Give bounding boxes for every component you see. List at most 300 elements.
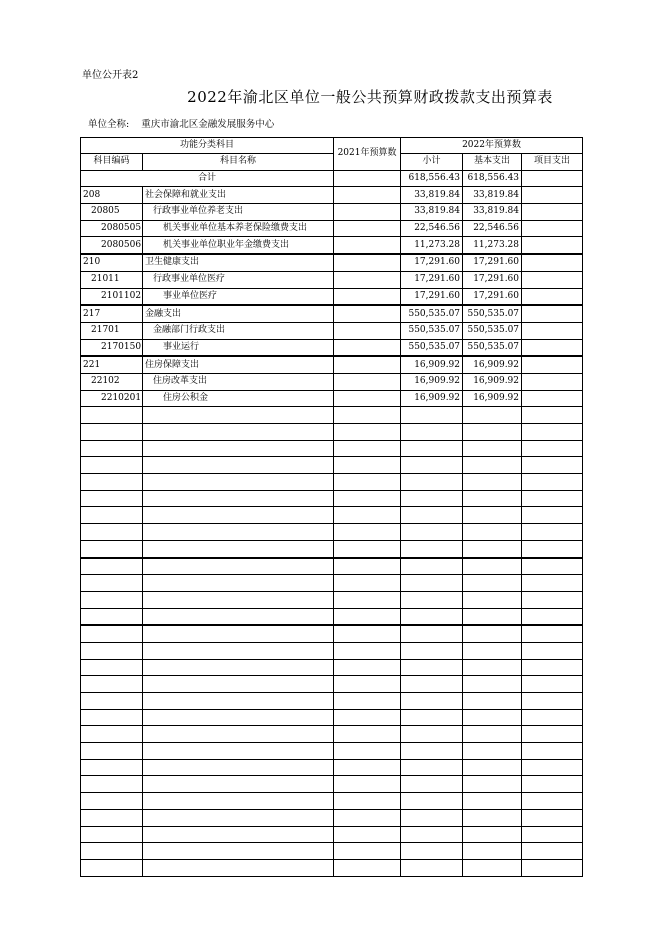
empty-cell: [463, 407, 522, 424]
row-prev: [334, 187, 401, 204]
empty-cell: [463, 591, 522, 608]
row-prev: [334, 356, 401, 373]
empty-cell: [143, 693, 334, 710]
empty-cell: [463, 659, 522, 676]
empty-cell: [81, 859, 143, 876]
empty-cell: [143, 776, 334, 793]
doc-label: 单位公开表2: [82, 70, 139, 81]
empty-cell: [401, 575, 463, 592]
empty-cell: [463, 826, 522, 843]
empty-cell: [522, 676, 583, 693]
row-subtotal: 550,535.07: [401, 322, 463, 339]
empty-cell: [81, 809, 143, 826]
empty-cell: [522, 843, 583, 860]
row-project: [522, 220, 583, 237]
table-row: [81, 204, 583, 221]
empty-cell: [463, 759, 522, 776]
row-prev: [334, 204, 401, 221]
total-label: 合计: [81, 170, 334, 187]
row-subtotal: 11,273.28: [401, 237, 463, 254]
row-basic: 550,535.07: [463, 339, 522, 356]
empty-cell: [522, 625, 583, 642]
empty-cell: [334, 759, 401, 776]
empty-cell: [463, 490, 522, 507]
empty-cell: [334, 424, 401, 441]
row-prev: [334, 271, 401, 288]
row-subtotal: 16,909.92: [401, 373, 463, 390]
empty-cell: [143, 558, 334, 575]
empty-row: [81, 457, 583, 474]
empty-cell: [401, 474, 463, 491]
empty-cell: [334, 591, 401, 608]
empty-cell: [334, 407, 401, 424]
row-subtotal: 550,535.07: [401, 339, 463, 356]
empty-row: [81, 759, 583, 776]
row-code: 2170150: [81, 339, 143, 356]
empty-cell: [463, 642, 522, 659]
row-prev: [334, 322, 401, 339]
empty-cell: [522, 558, 583, 575]
row-basic: 17,291.60: [463, 288, 522, 305]
empty-cell: [81, 659, 143, 676]
empty-cell: [522, 457, 583, 474]
empty-cell: [401, 759, 463, 776]
empty-row: [81, 591, 583, 608]
row-project: [522, 339, 583, 356]
empty-cell: [81, 490, 143, 507]
empty-cell: [522, 659, 583, 676]
empty-row: [81, 809, 583, 826]
row-prev: [334, 220, 401, 237]
empty-cell: [143, 793, 334, 810]
table-row: [81, 339, 583, 356]
empty-cell: [401, 524, 463, 541]
row-name: 机关事业单位职业年金缴费支出: [143, 237, 334, 254]
row-basic: 22,546.56: [463, 220, 522, 237]
table-row: [81, 322, 583, 339]
row-prev: [334, 288, 401, 305]
empty-cell: [522, 726, 583, 743]
basic-header: 基本支出: [463, 154, 522, 171]
table-row: [81, 288, 583, 305]
row-subtotal: 550,535.07: [401, 305, 463, 322]
row-basic: 550,535.07: [463, 305, 522, 322]
empty-cell: [143, 625, 334, 642]
empty-row: [81, 659, 583, 676]
empty-cell: [463, 524, 522, 541]
row-basic: 16,909.92: [463, 356, 522, 373]
empty-cell: [143, 642, 334, 659]
empty-cell: [463, 440, 522, 457]
empty-cell: [81, 726, 143, 743]
empty-cell: [143, 826, 334, 843]
empty-row: [81, 507, 583, 524]
empty-cell: [522, 608, 583, 625]
empty-cell: [143, 440, 334, 457]
row-code: 21011: [81, 271, 143, 288]
empty-cell: [463, 743, 522, 760]
row-name: 行政事业单位养老支出: [143, 204, 334, 221]
empty-cell: [143, 575, 334, 592]
empty-cell: [81, 575, 143, 592]
empty-cell: [334, 809, 401, 826]
empty-cell: [334, 440, 401, 457]
name-header: 科目名称: [143, 154, 334, 171]
empty-cell: [334, 776, 401, 793]
row-code: 221: [81, 356, 143, 373]
cur-year-header: 2022年预算数: [401, 138, 583, 154]
empty-cell: [401, 625, 463, 642]
empty-cell: [143, 709, 334, 726]
subtotal-header: 小计: [401, 154, 463, 171]
row-name: 事业单位医疗: [143, 288, 334, 305]
empty-cell: [463, 693, 522, 710]
empty-cell: [522, 859, 583, 876]
empty-cell: [463, 776, 522, 793]
empty-cell: [522, 642, 583, 659]
row-name: 事业运行: [143, 339, 334, 356]
table-row: [81, 254, 583, 271]
row-name: 金融部门行政支出: [143, 322, 334, 339]
empty-cell: [463, 843, 522, 860]
row-basic: 550,535.07: [463, 322, 522, 339]
row-subtotal: 33,819.84: [401, 204, 463, 221]
empty-cell: [143, 608, 334, 625]
empty-cell: [401, 558, 463, 575]
empty-cell: [143, 490, 334, 507]
empty-cell: [81, 424, 143, 441]
empty-cell: [334, 826, 401, 843]
empty-cell: [143, 743, 334, 760]
empty-cell: [463, 793, 522, 810]
table-row: [81, 187, 583, 204]
row-code: 2080505: [81, 220, 143, 237]
empty-row: [81, 776, 583, 793]
empty-cell: [334, 693, 401, 710]
empty-row: [81, 540, 583, 557]
empty-row: [81, 826, 583, 843]
row-prev: [334, 373, 401, 390]
empty-cell: [463, 474, 522, 491]
row-name: 金融支出: [143, 305, 334, 322]
empty-row: [81, 642, 583, 659]
row-basic: 17,291.60: [463, 271, 522, 288]
empty-cell: [401, 490, 463, 507]
empty-cell: [401, 776, 463, 793]
row-name: 行政事业单位医疗: [143, 271, 334, 288]
row-project: [522, 254, 583, 271]
table-row: [81, 390, 583, 407]
empty-cell: [401, 743, 463, 760]
empty-cell: [334, 457, 401, 474]
row-subtotal: 33,819.84: [401, 187, 463, 204]
header-row-2: [81, 154, 583, 171]
empty-cell: [143, 759, 334, 776]
row-project: [522, 305, 583, 322]
empty-row: [81, 676, 583, 693]
row-name: 社会保障和就业支出: [143, 187, 334, 204]
row-subtotal: 17,291.60: [401, 288, 463, 305]
empty-row: [81, 726, 583, 743]
row-prev: [334, 339, 401, 356]
empty-cell: [81, 776, 143, 793]
empty-cell: [143, 524, 334, 541]
empty-row: [81, 859, 583, 876]
table-row: [81, 271, 583, 288]
empty-cell: [401, 659, 463, 676]
empty-cell: [401, 726, 463, 743]
empty-cell: [522, 474, 583, 491]
empty-row: [81, 407, 583, 424]
empty-cell: [522, 759, 583, 776]
total-prev: [334, 170, 401, 187]
empty-cell: [401, 859, 463, 876]
empty-cell: [143, 507, 334, 524]
row-name: 住房改革支出: [143, 373, 334, 390]
empty-cell: [334, 625, 401, 642]
empty-row: [81, 575, 583, 592]
row-subtotal: 22,546.56: [401, 220, 463, 237]
empty-cell: [522, 826, 583, 843]
empty-cell: [334, 859, 401, 876]
row-code: 2080506: [81, 237, 143, 254]
row-project: [522, 187, 583, 204]
func-group-header: 功能分类科目: [81, 138, 334, 154]
empty-cell: [401, 540, 463, 557]
page-title: 2022年渝北区单位一般公共预算财政拨款支出预算表: [187, 88, 553, 106]
prev-year-header: 2021年预算数: [334, 138, 401, 171]
empty-cell: [522, 743, 583, 760]
empty-row: [81, 743, 583, 760]
unit-label: 单位全称:: [88, 119, 130, 130]
unit-name: 重庆市渝北区金融发展服务中心: [141, 119, 275, 130]
empty-cell: [334, 540, 401, 557]
empty-cell: [81, 826, 143, 843]
project-header: 项目支出: [522, 154, 583, 171]
empty-cell: [463, 457, 522, 474]
empty-cell: [463, 676, 522, 693]
empty-cell: [522, 440, 583, 457]
empty-cell: [81, 591, 143, 608]
empty-cell: [334, 558, 401, 575]
empty-cell: [401, 642, 463, 659]
row-project: [522, 373, 583, 390]
row-subtotal: 16,909.92: [401, 356, 463, 373]
empty-cell: [401, 793, 463, 810]
row-code: 2210201: [81, 390, 143, 407]
row-project: [522, 271, 583, 288]
row-code: 2101102: [81, 288, 143, 305]
empty-cell: [401, 843, 463, 860]
empty-cell: [81, 625, 143, 642]
table-row: [81, 220, 583, 237]
empty-cell: [334, 709, 401, 726]
row-code: 208: [81, 187, 143, 204]
row-code: 22102: [81, 373, 143, 390]
empty-cell: [463, 625, 522, 642]
empty-cell: [81, 558, 143, 575]
empty-cell: [401, 440, 463, 457]
header-row-1: [81, 138, 583, 154]
row-basic: 11,273.28: [463, 237, 522, 254]
total-subtotal: 618,556.43: [401, 170, 463, 187]
empty-cell: [463, 859, 522, 876]
row-project: [522, 204, 583, 221]
empty-cell: [401, 709, 463, 726]
empty-cell: [401, 826, 463, 843]
empty-cell: [334, 608, 401, 625]
empty-cell: [334, 507, 401, 524]
row-prev: [334, 237, 401, 254]
row-project: [522, 288, 583, 305]
table-row: [81, 305, 583, 322]
empty-cell: [522, 575, 583, 592]
empty-cell: [143, 540, 334, 557]
row-code: 217: [81, 305, 143, 322]
empty-cell: [522, 424, 583, 441]
row-project: [522, 390, 583, 407]
row-code: 20805: [81, 204, 143, 221]
empty-cell: [143, 407, 334, 424]
empty-cell: [81, 457, 143, 474]
empty-cell: [401, 591, 463, 608]
row-code: 210: [81, 254, 143, 271]
empty-cell: [334, 676, 401, 693]
empty-row: [81, 558, 583, 575]
row-subtotal: 16,909.92: [401, 390, 463, 407]
unit-line: [88, 116, 286, 130]
empty-cell: [522, 507, 583, 524]
row-basic: 33,819.84: [463, 187, 522, 204]
empty-cell: [463, 709, 522, 726]
empty-cell: [522, 776, 583, 793]
total-basic: 618,556.43: [463, 170, 522, 187]
empty-cell: [522, 809, 583, 826]
empty-cell: [81, 743, 143, 760]
row-project: [522, 356, 583, 373]
empty-cell: [143, 809, 334, 826]
empty-cell: [143, 659, 334, 676]
row-name: 机关事业单位基本养老保险缴费支出: [143, 220, 334, 237]
empty-cell: [143, 424, 334, 441]
empty-cell: [81, 407, 143, 424]
empty-row: [81, 474, 583, 491]
row-name: 卫生健康支出: [143, 254, 334, 271]
empty-cell: [334, 642, 401, 659]
empty-cell: [334, 575, 401, 592]
row-basic: 16,909.92: [463, 390, 522, 407]
row-basic: 17,291.60: [463, 254, 522, 271]
empty-cell: [81, 524, 143, 541]
empty-row: [81, 608, 583, 625]
row-code: 21701: [81, 322, 143, 339]
empty-cell: [334, 524, 401, 541]
empty-row: [81, 709, 583, 726]
empty-cell: [522, 591, 583, 608]
empty-cell: [463, 558, 522, 575]
row-name: 住房公积金: [143, 390, 334, 407]
empty-cell: [522, 709, 583, 726]
empty-cell: [143, 843, 334, 860]
empty-cell: [81, 693, 143, 710]
empty-row: [81, 440, 583, 457]
empty-cell: [334, 726, 401, 743]
empty-cell: [143, 457, 334, 474]
empty-cell: [463, 575, 522, 592]
empty-row: [81, 490, 583, 507]
empty-row: [81, 625, 583, 642]
empty-cell: [143, 726, 334, 743]
row-prev: [334, 305, 401, 322]
code-header: 科目编码: [81, 154, 143, 171]
empty-cell: [401, 507, 463, 524]
empty-cell: [522, 793, 583, 810]
empty-cell: [143, 474, 334, 491]
total-row: [81, 170, 583, 187]
empty-row: [81, 524, 583, 541]
empty-cell: [143, 591, 334, 608]
row-subtotal: 17,291.60: [401, 271, 463, 288]
empty-cell: [522, 407, 583, 424]
empty-cell: [334, 490, 401, 507]
row-name: 住房保障支出: [143, 356, 334, 373]
row-project: [522, 237, 583, 254]
budget-table: [80, 137, 583, 877]
empty-cell: [463, 424, 522, 441]
empty-cell: [334, 843, 401, 860]
empty-cell: [401, 676, 463, 693]
table-row: [81, 356, 583, 373]
table-row: [81, 373, 583, 390]
empty-cell: [81, 793, 143, 810]
empty-cell: [401, 407, 463, 424]
empty-cell: [143, 859, 334, 876]
empty-cell: [81, 642, 143, 659]
empty-cell: [463, 726, 522, 743]
empty-cell: [81, 709, 143, 726]
empty-cell: [81, 676, 143, 693]
empty-row: [81, 793, 583, 810]
empty-cell: [81, 608, 143, 625]
empty-cell: [463, 608, 522, 625]
empty-cell: [522, 693, 583, 710]
row-prev: [334, 254, 401, 271]
empty-cell: [143, 676, 334, 693]
empty-cell: [334, 659, 401, 676]
empty-cell: [81, 843, 143, 860]
empty-cell: [522, 490, 583, 507]
empty-row: [81, 843, 583, 860]
empty-cell: [463, 507, 522, 524]
table-row: [81, 237, 583, 254]
empty-row: [81, 424, 583, 441]
empty-cell: [81, 759, 143, 776]
empty-cell: [522, 540, 583, 557]
empty-cell: [81, 474, 143, 491]
row-basic: 16,909.92: [463, 373, 522, 390]
empty-cell: [81, 540, 143, 557]
row-prev: [334, 390, 401, 407]
empty-cell: [81, 507, 143, 524]
total-project: [522, 170, 583, 187]
empty-cell: [81, 440, 143, 457]
empty-cell: [334, 743, 401, 760]
empty-cell: [463, 540, 522, 557]
empty-cell: [401, 424, 463, 441]
row-basic: 33,819.84: [463, 204, 522, 221]
empty-cell: [334, 793, 401, 810]
empty-cell: [401, 608, 463, 625]
